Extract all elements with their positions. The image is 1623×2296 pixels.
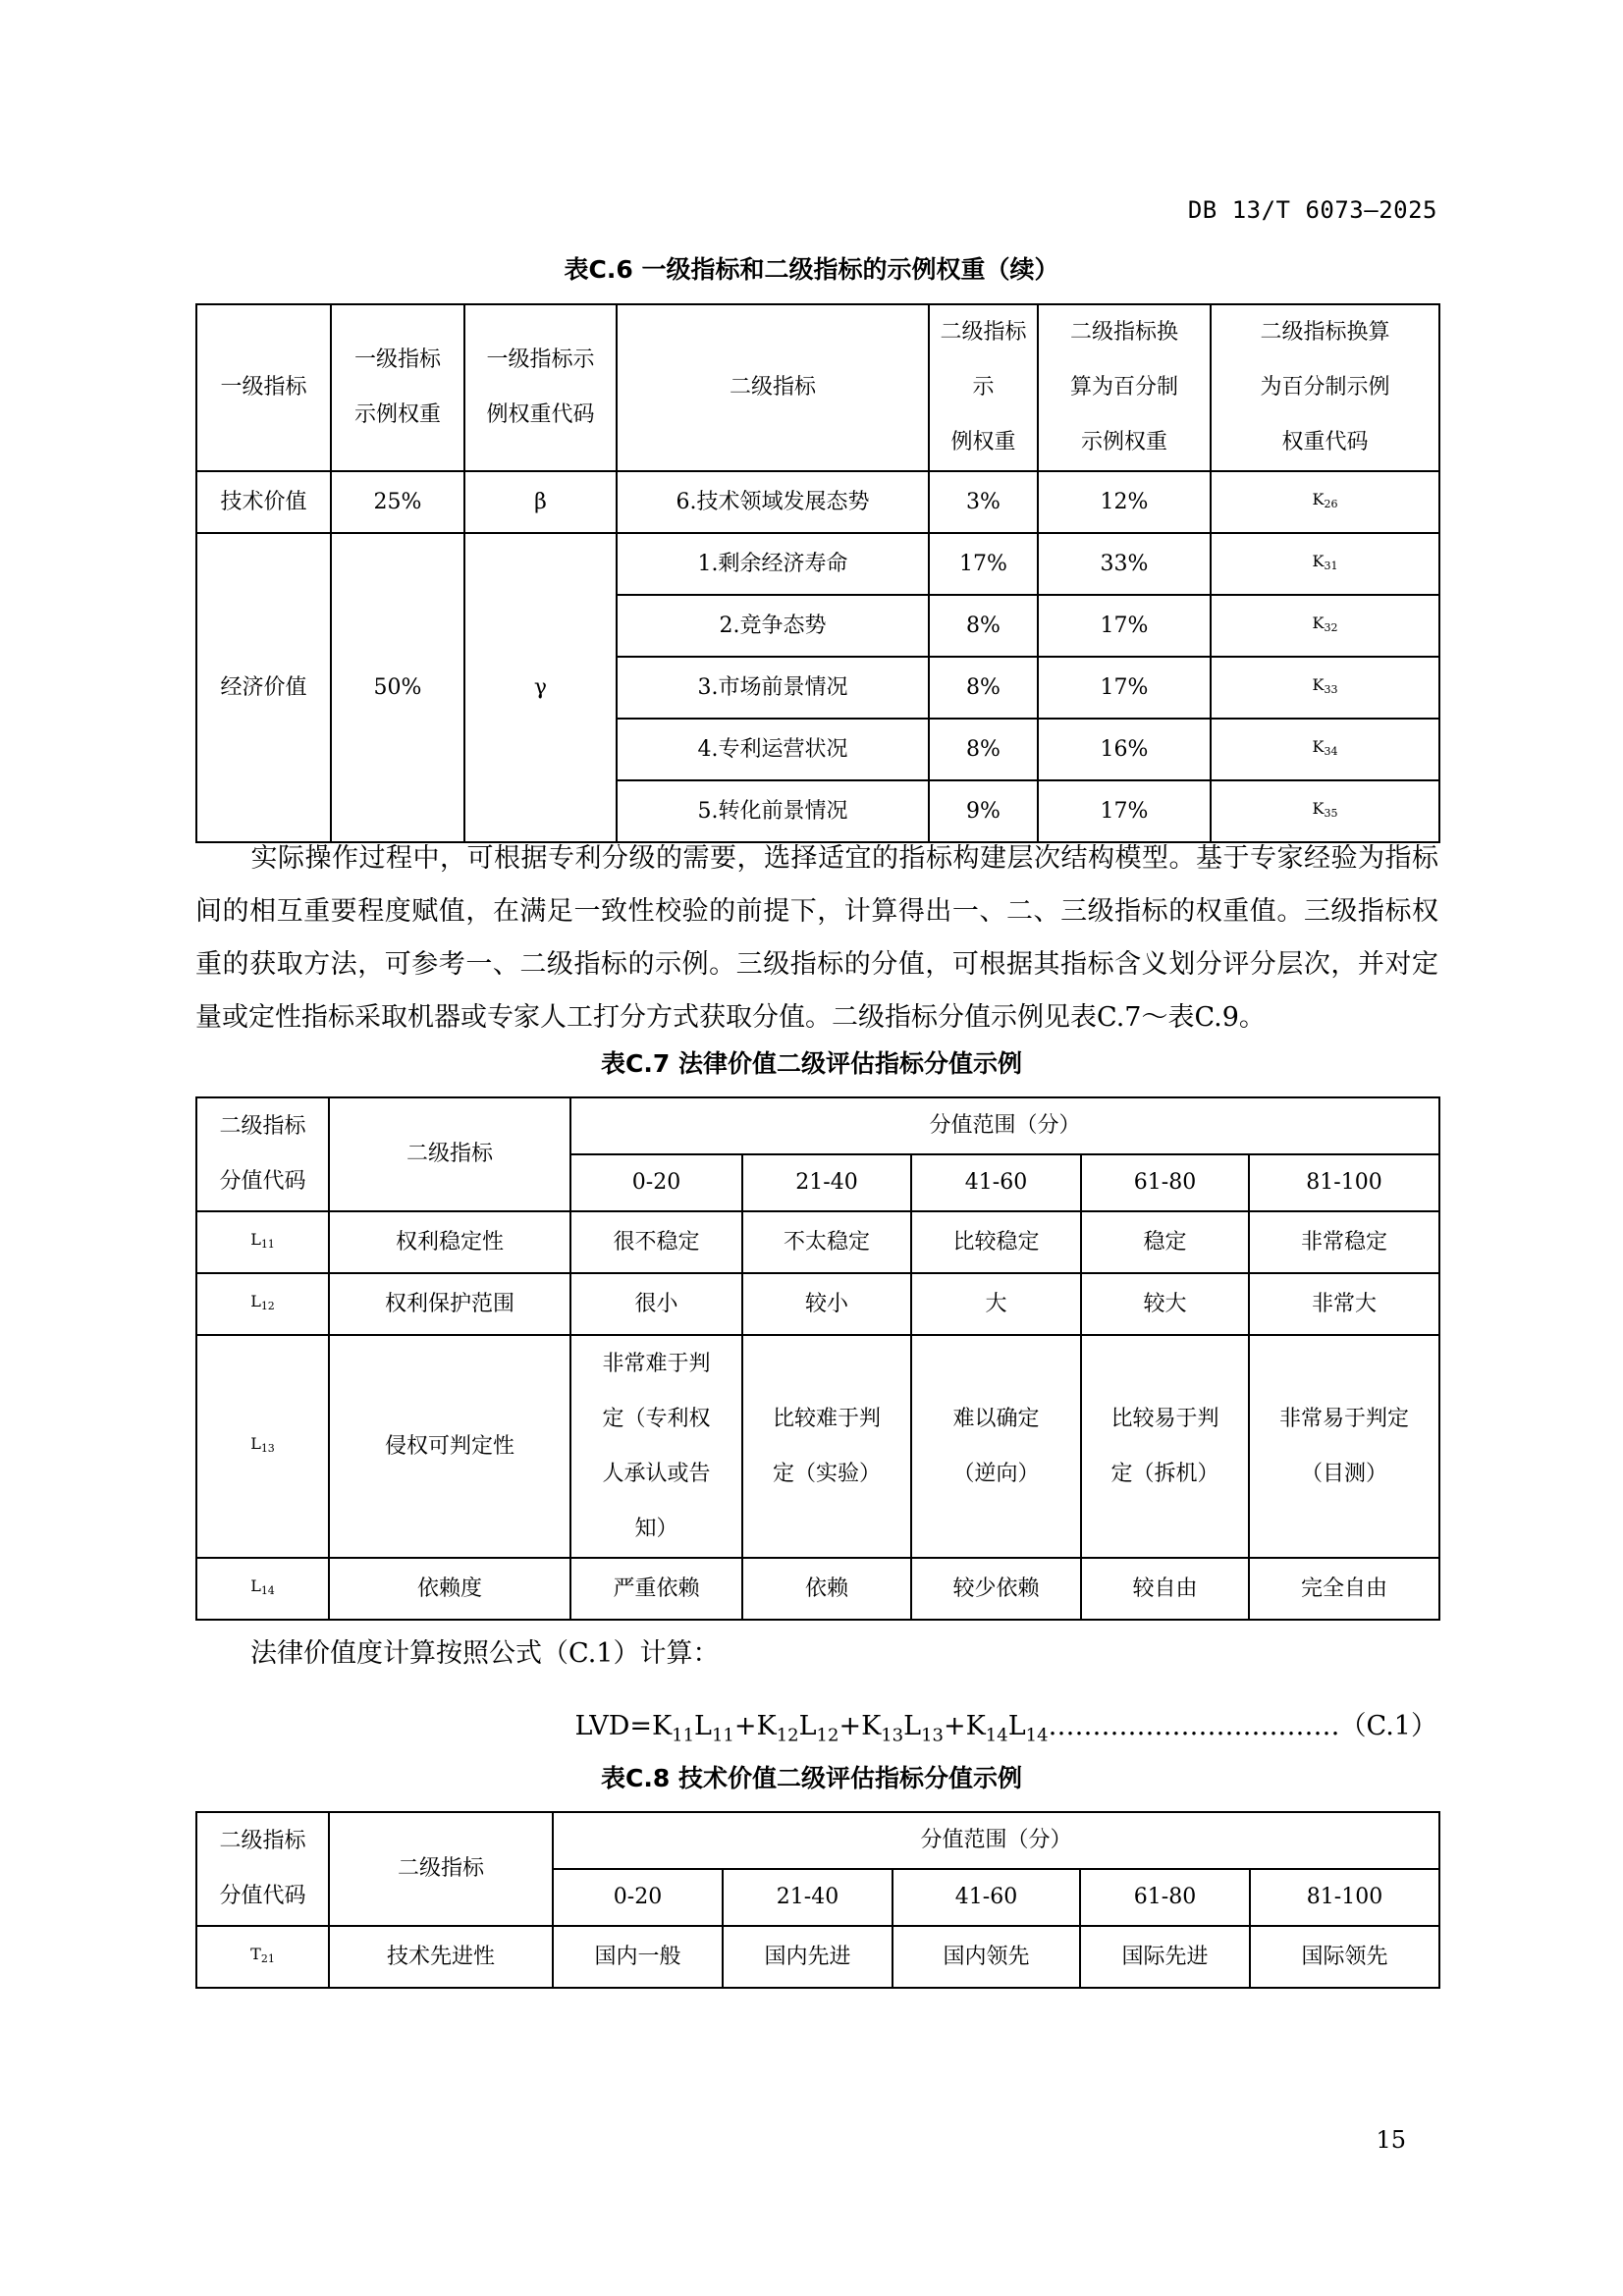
- value-cell: 较大: [1081, 1273, 1249, 1335]
- item-cell: 4.专利运营状况: [617, 719, 929, 780]
- item-cell: 依赖度: [329, 1558, 570, 1620]
- code-cell: $L_{13}$: [196, 1335, 329, 1558]
- weight-cell: 9%: [929, 780, 1038, 842]
- group-weight-cell: 50%: [331, 533, 464, 842]
- code-cell: $L_{11}$: [196, 1211, 329, 1273]
- value-cell: 大: [911, 1273, 1081, 1335]
- value-cell: 国内一般: [553, 1926, 723, 1988]
- table-c8-header-row: [196, 1812, 1439, 1869]
- range-cell: 61-80: [1080, 1869, 1250, 1926]
- code-cell: $K_{26}$: [1211, 471, 1439, 533]
- group-weight-cell: 25%: [331, 471, 464, 533]
- code-cell: $L_{14}$: [196, 1558, 329, 1620]
- code-cell: $K_{31}$: [1211, 533, 1439, 595]
- range-cell: 41-60: [893, 1869, 1080, 1926]
- table-row: [196, 1211, 1439, 1273]
- weight-cell: 8%: [929, 657, 1038, 719]
- header-cell: 一级指标示 例权重代码: [464, 304, 617, 471]
- formula-intro: 法律价值度计算按照公式（C.1）计算：: [250, 1638, 720, 1669]
- value-cell: 严重依赖: [570, 1558, 742, 1620]
- value-cell: 较小: [742, 1273, 911, 1335]
- value-cell: 很不稳定: [570, 1211, 742, 1273]
- weight-cell: 3%: [929, 471, 1038, 533]
- percent-cell: 33%: [1038, 533, 1211, 595]
- item-header-cell: 二级指标: [329, 1812, 553, 1926]
- range-cell: 81-100: [1250, 1869, 1439, 1926]
- item-cell: 6.技术领域发展态势: [617, 471, 929, 533]
- code-cell: $K_{34}$: [1211, 719, 1439, 780]
- document-code-header: DB 13/T 6073—2025: [1187, 196, 1437, 224]
- table-c7-header-row: [196, 1097, 1439, 1154]
- range-cell: 21-40: [723, 1869, 893, 1926]
- value-cell: 难以确定 （逆向）: [911, 1335, 1081, 1558]
- header-cell: 二级指标: [617, 304, 929, 471]
- percent-cell: 17%: [1038, 780, 1211, 842]
- weight-cell: 8%: [929, 719, 1038, 780]
- table-row: [196, 471, 1439, 533]
- item-cell: 技术先进性: [329, 1926, 553, 1988]
- code-cell: $L_{12}$: [196, 1273, 329, 1335]
- range-cell: 41-60: [911, 1154, 1081, 1211]
- table-row: [196, 1558, 1439, 1620]
- value-cell: 非常稳定: [1249, 1211, 1439, 1273]
- table-row: [196, 1926, 1439, 1988]
- table-c6-header-row: [196, 304, 1439, 471]
- item-cell: 1.剩余经济寿命: [617, 533, 929, 595]
- value-cell: 比较稳定: [911, 1211, 1081, 1273]
- percent-cell: 17%: [1038, 657, 1211, 719]
- code-cell: $K_{32}$: [1211, 595, 1439, 657]
- formula-c1: $LVD=K_{11}L_{11}+K_{12}L_{12}+K_{13}L_{13}+K_{14}L_{14}\dots\dots\dots\dots\dots\dots\dots\dots\dots\dots\dots(C.1)$: [574, 1711, 1437, 1746]
- table-row: [196, 1335, 1439, 1558]
- percent-cell: 12%: [1038, 471, 1211, 533]
- item-cell: 2.竞争态势: [617, 595, 929, 657]
- percent-cell: 17%: [1038, 595, 1211, 657]
- value-cell: 较少依赖: [911, 1558, 1081, 1620]
- value-cell: 非常易于判定 （目测）: [1249, 1335, 1439, 1558]
- value-cell: 国际领先: [1250, 1926, 1439, 1988]
- range-cell: 61-80: [1081, 1154, 1249, 1211]
- code-cell: $K_{33}$: [1211, 657, 1439, 719]
- value-cell: 比较易于判 定（拆机）: [1081, 1335, 1249, 1558]
- item-cell: 5.转化前景情况: [617, 780, 929, 842]
- header-cell: 二级指标示 例权重: [929, 304, 1038, 471]
- group-name-cell: 技术价值: [196, 471, 331, 533]
- code-cell: $K_{35}$: [1211, 780, 1439, 842]
- range-header-cell: 分值范围（分）: [553, 1812, 1439, 1869]
- value-cell: 非常大: [1249, 1273, 1439, 1335]
- range-cell: 81-100: [1249, 1154, 1439, 1211]
- range-cell: 0-20: [570, 1154, 742, 1211]
- item-cell: 权利稳定性: [329, 1211, 570, 1273]
- table-row: [196, 1273, 1439, 1335]
- item-cell: 权利保护范围: [329, 1273, 570, 1335]
- value-cell: 国际先进: [1080, 1926, 1250, 1988]
- range-cell: 0-20: [553, 1869, 723, 1926]
- group-name-cell: 经济价值: [196, 533, 331, 842]
- value-cell: 很小: [570, 1273, 742, 1335]
- table-c7: [195, 1096, 1440, 1621]
- table-c8-caption: 表C.8 技术价值二级评估指标分值示例: [601, 1764, 1022, 1792]
- code-header-cell: 二级指标 分值代码: [196, 1812, 329, 1926]
- table-c7-caption: 表C.7 法律价值二级评估指标分值示例: [601, 1049, 1022, 1078]
- value-cell: 比较难于判 定（实验）: [742, 1335, 911, 1558]
- value-cell: 不太稳定: [742, 1211, 911, 1273]
- header-cell: 二级指标换算 为百分制示例 权重代码: [1211, 304, 1439, 471]
- table-c6-caption: 表C.6 一级指标和二级指标的示例权重（续）: [564, 255, 1059, 284]
- value-cell: 稳定: [1081, 1211, 1249, 1273]
- value-cell: 国内领先: [893, 1926, 1080, 1988]
- group-code-cell: γ: [464, 533, 617, 842]
- page-number: 15: [1376, 2126, 1406, 2154]
- range-cell: 21-40: [742, 1154, 911, 1211]
- code-header-cell: 二级指标 分值代码: [196, 1097, 329, 1211]
- item-cell: 3.市场前景情况: [617, 657, 929, 719]
- range-header-cell: 分值范围（分）: [570, 1097, 1439, 1154]
- table-c8: [195, 1811, 1440, 1989]
- header-cell: 二级指标换 算为百分制 示例权重: [1038, 304, 1211, 471]
- item-cell: 侵权可判定性: [329, 1335, 570, 1558]
- percent-cell: 16%: [1038, 719, 1211, 780]
- body-paragraph: 实际操作过程中，可根据专利分级的需要，选择适宜的指标构建层次结构模型。基于专家经验为指标间的相互重要程度赋值，在满足一致性校验的前提下，计算得出一、二、三级指标的权重值。三级指标权重的获取方法，可参考一、二级指标的示例。三级指标的分值，可根据其指标含义划分评分层次，并对定量或定性指标采取机器或专家人工打分方式获取分值。二级指标分值示例见表C.7～表C.9。: [195, 843, 1438, 1033]
- weight-cell: 17%: [929, 533, 1038, 595]
- header-cell: 一级指标: [196, 304, 331, 471]
- value-cell: 国内先进: [723, 1926, 893, 1988]
- value-cell: 依赖: [742, 1558, 911, 1620]
- code-cell: $T_{21}$: [196, 1926, 329, 1988]
- weight-cell: 8%: [929, 595, 1038, 657]
- value-cell: 完全自由: [1249, 1558, 1439, 1620]
- group-code-cell: β: [464, 471, 617, 533]
- table-row: [196, 533, 1439, 595]
- value-cell: 非常难于判 定（专利权 人承认或告 知）: [570, 1335, 742, 1558]
- header-cell: 一级指标 示例权重: [331, 304, 464, 471]
- value-cell: 较自由: [1081, 1558, 1249, 1620]
- table-c6: [195, 303, 1440, 843]
- item-header-cell: 二级指标: [329, 1097, 570, 1211]
